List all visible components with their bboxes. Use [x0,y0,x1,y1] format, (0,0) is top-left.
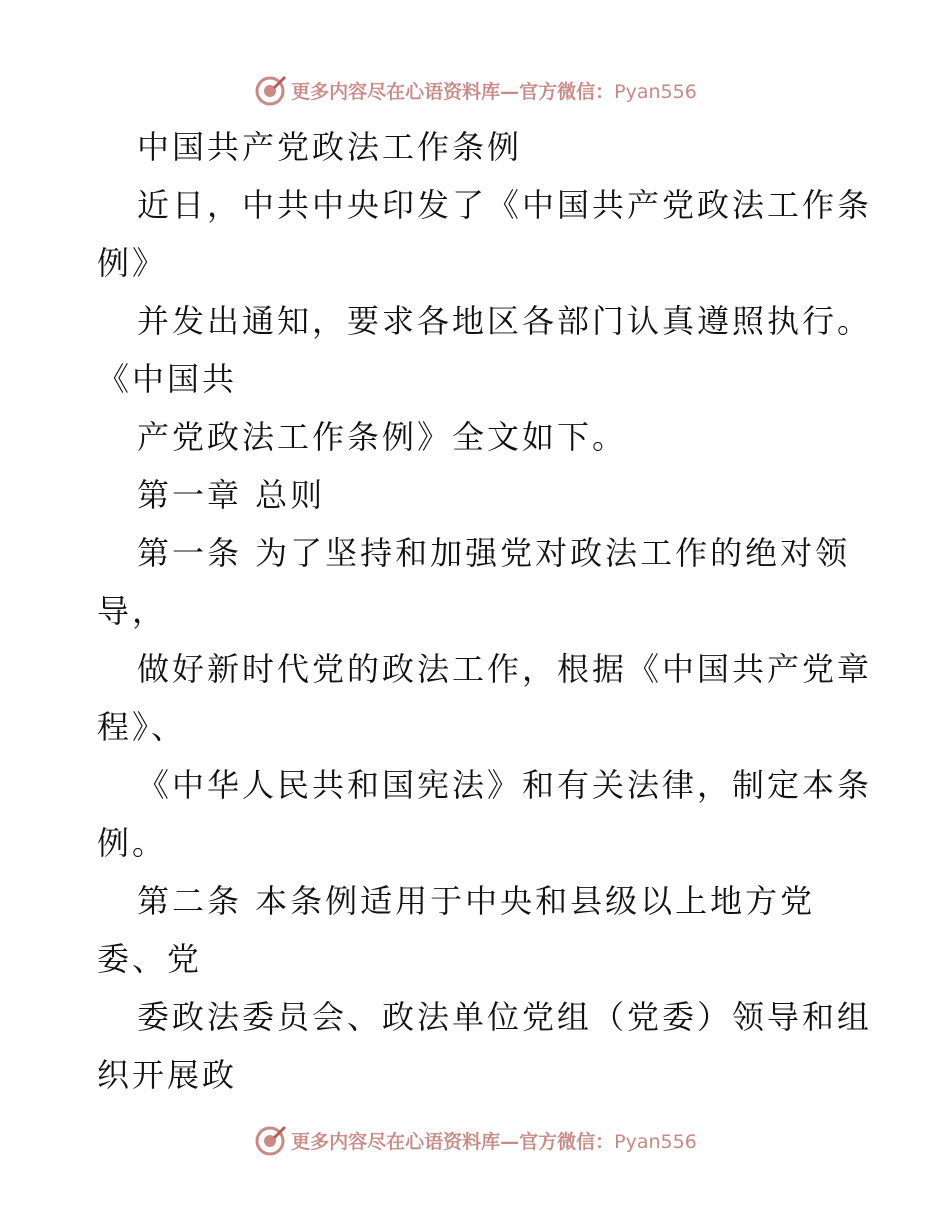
document-body [97,118,873,1104]
paragraph-line: 导， [97,592,168,630]
paragraph-line: 《中华人民共和国宪法》和有关法律，制定本条 [137,766,873,804]
paragraph-line: 例》 [97,244,168,282]
header-banner [0,70,950,110]
paragraph-line: 产党政法工作条例》全文如下。 [137,418,628,456]
banner-text: 更多内容尽在心语资料库—官方微信：Pyan556 [291,1130,697,1153]
chapter-heading: 第一章 总则 [137,476,326,514]
paragraph-line: 委政法委员会、政法单位党组（党委）领导和组 [137,998,873,1036]
paragraph-line: 第一条 为了坚持和加强党对政法工作的绝对领 [137,534,851,572]
banner-text: 更多内容尽在心语资料库—官方微信：Pyan556 [291,80,697,103]
paragraph-line: 第二条 本条例适用于中央和县级以上地方党 [137,882,816,920]
pen-circle-logo-icon [253,1123,287,1157]
paragraph-line: 织开展政 [97,1056,238,1094]
footer-banner [0,1120,950,1160]
banner-account: Pyan556 [614,1130,697,1153]
pen-circle-logo-icon [253,73,287,107]
paragraph-line: 程》、 [97,708,187,746]
paragraph-line: 《中国共 [97,360,238,398]
paragraph-line: 例。 [97,824,168,862]
paragraph-line: 近日，中共中央印发了《中国共产党政法工作条 [137,186,873,224]
doc-title: 中国共产党政法工作条例 [137,128,523,166]
paragraph-line: 委、党 [97,940,203,978]
banner-account: Pyan556 [614,80,697,103]
paragraph-line: 并发出通知，要求各地区各部门认真遵照执行。 [137,302,873,340]
paragraph-line: 做好新时代党的政法工作，根据《中国共产党章 [137,650,873,688]
